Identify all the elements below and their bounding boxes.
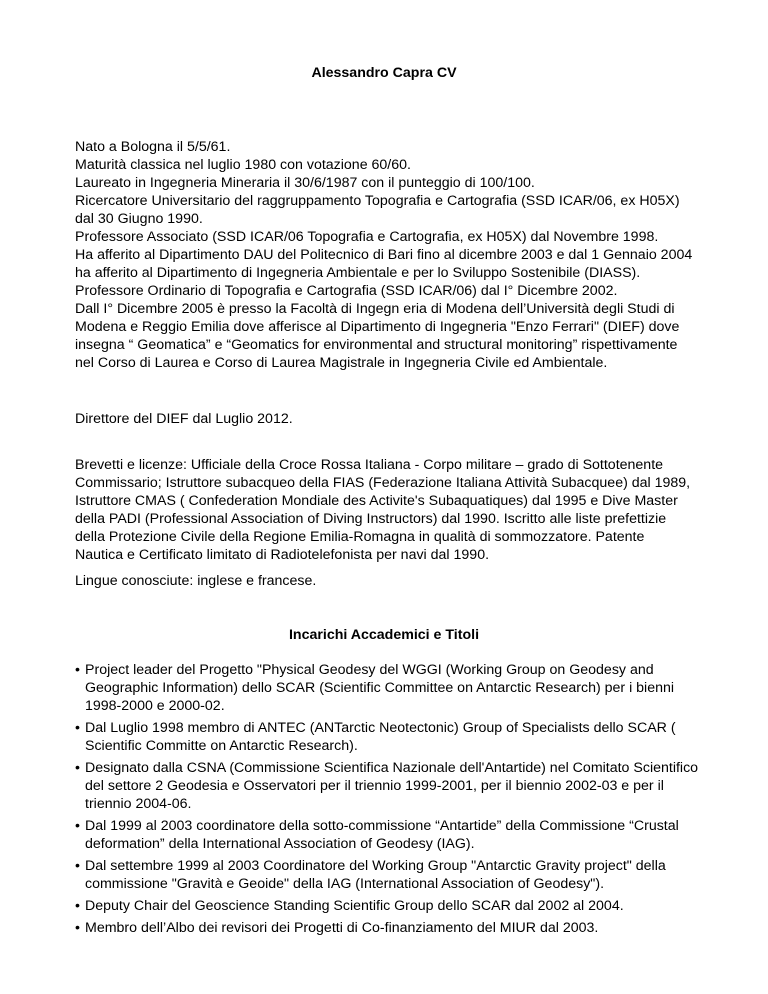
list-item-text: Deputy Chair del Geoscience Standing Scientific Group dello SCAR dal 2002 al 2004. <box>85 898 624 914</box>
document-title: Alessandro Capra CV <box>311 65 457 81</box>
list-item-text: Designato dalla CSNA (Commissione Scientifica Nazionale dell'Antartide) nel Comitato Scientifico del settore 2 Geodesia e Osservatori per il triennio 1999-2001, per il biennio 2002-03 e per il triennio 2004-06. <box>85 760 699 812</box>
bullet-icon: • <box>75 898 80 914</box>
list-item <box>75 857 705 893</box>
dief-director-paragraph: Direttore del DIEF dal Luglio 2012. <box>75 411 293 427</box>
bullet-icon: • <box>75 720 80 736</box>
section-title: Incarichi Accademici e Titoli <box>288 627 480 643</box>
list-item-text: Dal 1999 al 2003 coordinatore della sotto-commissione “Antartide” della Commissione “Crustal deformation” della International Association of Geodesy (IAG). <box>85 818 679 852</box>
bio-line: Professore Associato (SSD ICAR/06 Topografia e Cartografia, ex H05X) dal Novembre 1998. <box>75 229 659 245</box>
list-item-text: Dal Luglio 1998 membro di ANTEC (ANTarctic Neotectonic) Group of Specialists dello SCAR ( Scientific Committe on Antarctic Research). <box>85 720 676 754</box>
list-item <box>75 661 705 715</box>
list-item <box>75 759 705 813</box>
bio-line: Laureato in Ingegneria Mineraria il 30/6/1987 con il punteggio di 100/100. <box>75 175 535 191</box>
list-item-text: Membro dell’Albo dei revisori dei Progetti di Co-finanziamento del MIUR dal 2003. <box>85 920 599 936</box>
bullet-icon: • <box>75 920 80 936</box>
bio-line: Nato a Bologna il 5/5/61. <box>75 139 231 155</box>
bio-line: Dall I° Dicembre 2005 è presso la Facoltà di Ingegn eria di Modena dell’Università degli Studi di Modena e Reggio Emilia dove afferisce al Dipartimento di Ingegneria "Enzo Ferrari" (DIEF) dove insegna “ Geomatica” e “Geomatics for environmental and structural monitoring” rispettivamente nel Corso di Laurea e Corso di Laurea Magistrale in Ingegneria Civile ed Ambientale. <box>75 301 680 371</box>
list-item <box>75 897 705 915</box>
bio-line: Maturità classica nel luglio 1980 con votazione 60/60. <box>75 157 411 173</box>
bullet-icon: • <box>75 760 80 776</box>
bullet-icon: • <box>75 858 80 874</box>
bio-line: Ricercatore Universitario del raggruppamento Topografia e Cartografia (SSD ICAR/06, ex H05X) dal 30 Giugno 1990. <box>75 193 680 227</box>
languages-paragraph: Lingue conosciute: inglese e francese. <box>75 573 317 589</box>
list-item-text: Dal settembre 1999 al 2003 Coordinatore del Working Group "Antarctic Gravity project" della commissione "Gravità e Geoide" della IAG (International Association of Geodesy"). <box>85 858 666 892</box>
list-item-text: Project leader del Progetto "Physical Geodesy del WGGI (Working Group on Geodesy and Geographic Information) dello SCAR (Scientific Committee on Antarctic Research) per i bienni 1998-2000 e 2000-02. <box>85 662 675 714</box>
academic-roles-list <box>75 661 705 941</box>
list-item <box>75 919 705 937</box>
bio-line: Ha afferito al Dipartimento DAU del Politecnico di Bari fino al dicembre 2003 e dal 1 Gennaio 2004 ha afferito al Dipartimento di Ingegneria Ambientale e per lo Sviluppo Sostenibile (DIASS). <box>75 247 693 281</box>
list-item <box>75 719 705 755</box>
bullet-icon: • <box>75 818 80 834</box>
licenses-paragraph: Brevetti e licenze: Ufficiale della Croce Rossa Italiana - Corpo militare – grado di Sottotenente Commissario; Istruttore subacqueo della FIAS (Federazione Italiana Attività Subacquee) dal 1989, Istruttore CMAS ( Confederation Mondiale des Activite's Subaquatiques) dal 1995 e Dive Master della PADI (Professional Association of Diving Instructors) dal 1990. Iscritto alle liste prefettizie della Protezione Civile della Regione Emilia-Romagna in qualità di sommozzatore. Patente Nautica e Certificato limitato di Radiotelefonista per navi dal 1990. <box>75 457 691 563</box>
bio-section <box>75 138 695 372</box>
bullet-icon: • <box>75 662 80 678</box>
bio-line: Professore Ordinario di Topografia e Cartografia (SSD ICAR/06) dal I° Dicembre 2002. <box>75 283 618 299</box>
list-item <box>75 817 705 853</box>
